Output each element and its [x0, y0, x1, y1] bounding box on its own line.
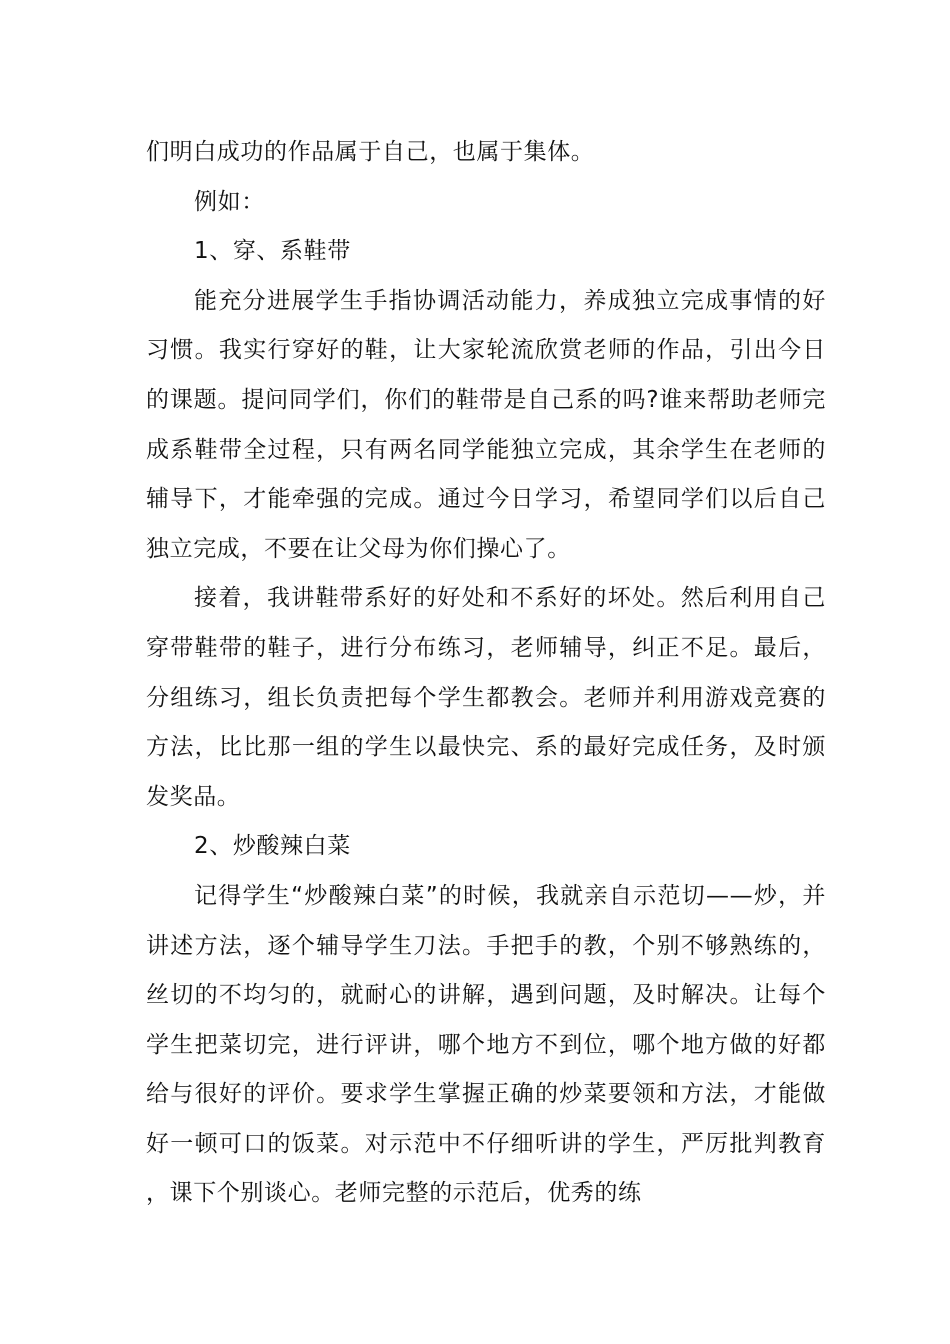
paragraph-continuation: 们明白成功的作品属于自己，也属于集体。	[146, 139, 595, 165]
section-heading-cabbage: 2、炒酸辣白菜	[194, 833, 351, 860]
paragraph-cabbage-demo: 记得学生“炒酸辣白菜”的时候，我就亲自示范切——炒，并讲述方法，逐个辅导学生刀法。手把手的教，个别不够熟练的，丝切的不均匀的，就耐心的讲解，遇到问题，及时解决。让每个学生把菜切完，进行评讲，哪个地方不到位，哪个地方做的好都给与很好的评价。要求学生掌握正确的炒菜要领和方法，才能做好一顿可口的饭菜。对示范中不仔细听讲的学生，严厉批判教育，课下个别谈心。老师完整的示范后，优秀的练	[146, 882, 826, 1207]
paragraph-shoelace-intro: 能充分进展学生手指协调活动能力，养成独立完成事情的好习惯。我实行穿好的鞋，让大家轮流欣赏老师的作品，引出今日的课题。提问同学们，你们的鞋带是自己系的吗?谁来帮助老师完成系鞋带全过程，只有两名同学能独立完成，其余学生在老师的辅导下，才能牵强的完成。通过今日学习，希望同学们以后自己独立完成，不要在让父母为你们操心了。	[146, 287, 826, 562]
paragraph-example-intro: 例如：	[194, 188, 265, 215]
paragraph-shoelace-practice: 接着，我讲鞋带系好的好处和不系好的坏处。然后利用自己穿带鞋带的鞋子，进行分布练习，老师辅导，纠正不足。最后，分组练习，组长负责把每个学生都教会。老师并利用游戏竞赛的方法，比比那一组的学生以最快完、系的最好完成任务，及时颁发奖品。	[146, 585, 826, 810]
section-heading-shoelace: 1、穿、系鞋带	[194, 238, 351, 265]
document-body	[146, 128, 826, 1219]
